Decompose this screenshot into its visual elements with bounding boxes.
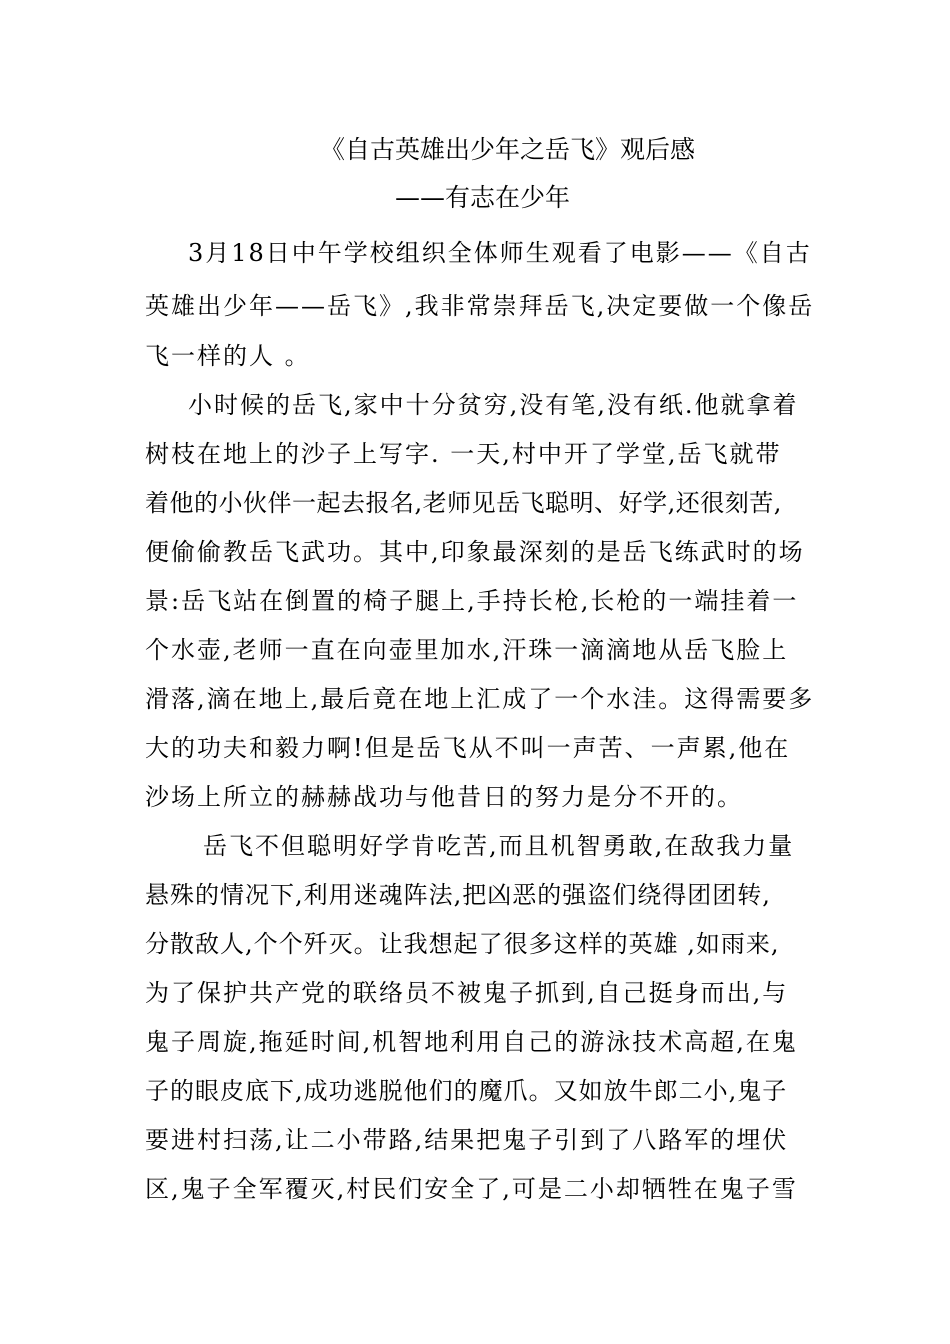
body-line: 子的眼皮底下,成功逃脱他们的魔爪。又如放牛郎二小,鬼子 [145,1077,788,1105]
document-title: 《自古英雄出少年之岳飞》观后感 [320,135,696,164]
body-line: 大的功夫和毅力啊!但是岳飞从不叫一声苦、一声累,他在 [145,734,791,762]
body-line: 沙场上所立的赫赫战功与他昔日的努力是分不开的。 [145,783,743,811]
body-line: 滑落,滴在地上,最后竟在地上汇成了一个水洼。这得需要多 [145,685,815,713]
body-line: 小时候的岳飞,家中十分贫穷,没有笔,没有纸.他就拿着 [188,391,799,419]
body-line: 鬼子周旋,拖延时间,机智地利用自己的游泳技术高超,在鬼 [145,1028,798,1056]
body-line: 分散敌人,个个歼灭。让我想起了很多这样的英雄 ,如雨来, [145,930,780,958]
body-line: 岳飞不但聪明好学肯吃苦,而且机智勇敢,在敌我力量 [203,832,795,860]
body-line: 景:岳飞站在倒置的椅子腿上,手持长枪,长枪的一端挂着一 [145,587,799,615]
body-line: 要进村扫荡,让二小带路,结果把鬼子引到了八路军的埋伏 [145,1126,789,1154]
body-line: 英雄出少年——岳飞》,我非常崇拜岳飞,决定要做一个像岳 [145,292,815,320]
body-line: 便偷偷教岳飞武功。其中,印象最深刻的是岳飞练武时的场 [145,538,805,566]
body-line: 着他的小伙伴一起去报名,老师见岳飞聪明、好学,还很刻苦, [145,489,782,517]
body-line: 3月18日中午学校组织全体师生观看了电影——《自古 [188,239,812,267]
body-line: 悬殊的情况下,利用迷魂阵法,把凶恶的强盗们绕得团团转, [145,881,771,909]
body-line: 个水壶,老师一直在向壶里加水,汗珠一滴滴地从岳飞脸上 [145,636,789,664]
body-line: 区,鬼子全军覆灭,村民们安全了,可是二小却牺牲在鬼子雪 [145,1175,798,1203]
document-subtitle: ——有志在少年 [395,183,571,212]
body-line: 为了保护共产党的联络员不被鬼子抓到,自己挺身而出,与 [145,979,789,1007]
body-line: 飞一样的人 。 [145,342,311,370]
body-line: 树枝在地上的沙子上写字. 一天,村中开了学堂,岳飞就带 [145,440,782,468]
